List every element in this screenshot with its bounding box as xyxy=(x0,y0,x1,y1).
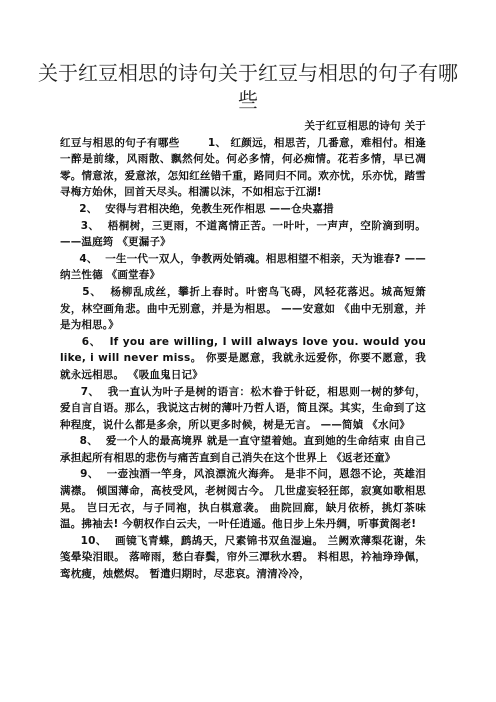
item-number: 7、 xyxy=(80,385,100,398)
list-item xyxy=(60,433,426,466)
item-number: 10、 xyxy=(80,534,107,547)
list-item xyxy=(60,251,426,284)
item-text: 一生一代一双人，争教两处销魂。相思相望不相亲，天为谁春? ——纳兰性德 《画堂春》 xyxy=(60,252,426,282)
item-number: 9、 xyxy=(80,468,99,481)
item-number: 1、 xyxy=(207,136,227,149)
item-number: 6、 xyxy=(81,335,101,348)
article-body xyxy=(60,118,426,583)
intro-line-b: 红豆与相思的句子有哪些 xyxy=(60,136,180,149)
item-text: 红颜远，相思苦，几番意，难相付。相逢一醉是前缘，风雨散、飘然何处。何必多情，何必痴情。花若多情，早已凋零。情意浓，爱意浓，怎知红丝错千重，路同归不同。欢亦忧，乐亦忧，踏雪寻梅方始休，回首天尽头。相濡以沫，不如相忘于江湖! xyxy=(60,136,426,199)
item-number: 2、 xyxy=(79,202,98,215)
item-text: 画镜飞青蝶，鹧鸪天，尺素锦书双鱼湿遍。 兰阙欢薄梨花谢，朱笺晕染泪眼。 落啼雨，愁白春鬓，帘外三潭秋水碧。 料相思，衿袖琤琤佩，鸾枕瘦，烛燃烬。 暂遣归期时，尽悲哀。清清冷冷， xyxy=(60,534,426,581)
item-number: 5、 xyxy=(82,285,102,298)
item-text: 梧桐树，三更雨，不道离情正苦。一叶叶，一声声，空阶滴到明。 ——温庭筠 《更漏子》 xyxy=(60,219,426,249)
list-item xyxy=(60,533,426,583)
list-item xyxy=(60,334,426,384)
item-number: 4、 xyxy=(79,252,98,265)
item-text: 安得与君相决绝，免教生死作相思 ——仓央嘉措 xyxy=(105,202,334,215)
item-number: 3、 xyxy=(80,219,100,232)
item-text: If you are willing, I will always love you. would you like, i will never miss。 你要是愿意，我就永远爱你，你要不愿意，我就永远相思。 《吸血鬼日记》 xyxy=(60,335,426,381)
intro-line-a: 关于红豆相思的诗句 关于 xyxy=(304,120,426,132)
page-title: 关于红豆相思的诗句关于红豆与相思的句子有哪些 xyxy=(38,61,458,112)
item-text: 爱一个人的最高境界 就是一直守望着她。直到她的生命结束 由自己承担起所有相思的悲伤与痛苦直到自己消失在这个世界上 《返老还童》 xyxy=(60,435,426,464)
item-text: 杨柳乱成丝，攀折上春时。叶密鸟飞碍，风轻花落迟。城高短箫发，林空画角悲。曲中无别意，并是为相思。 ——安意如 《曲中无别意，并是为相思。》 xyxy=(60,285,426,332)
list-item xyxy=(60,201,426,218)
list-item xyxy=(60,218,426,251)
list-item xyxy=(60,384,426,434)
list-item xyxy=(60,466,426,532)
item-text: 我一直认为叶子是树的语言：松木眷于针砭，相思则一树的梦句，爱自言自语。那么，我说这古树的薄叶乃哲人语，简且深。其实，生命到了这种程度，说什么都是多余，所以更多时候，树是无言。 ——简媜 《水问》 xyxy=(60,385,426,431)
list-item xyxy=(60,284,426,334)
intro-paragraph xyxy=(60,135,426,201)
item-number: 8、 xyxy=(79,435,98,448)
item-text: 一壶浊酒一竿身，风浪漂流火海奔。 是非不问，恩怨不论，英雄泪满襟。 倾国薄命，高枝受风，老树阅古今。 几世虚妄轻狂郎，寂寞如歌相思晃。 岂曰无衣，与子同袍，执白棋意袭。 曲院回廊，缺月依桥，挑灯茶味温。拂袖去! 今朝权作白云夫，一叶任逍遥。他日步上朱丹绸，听事黄阁老! xyxy=(60,468,426,531)
